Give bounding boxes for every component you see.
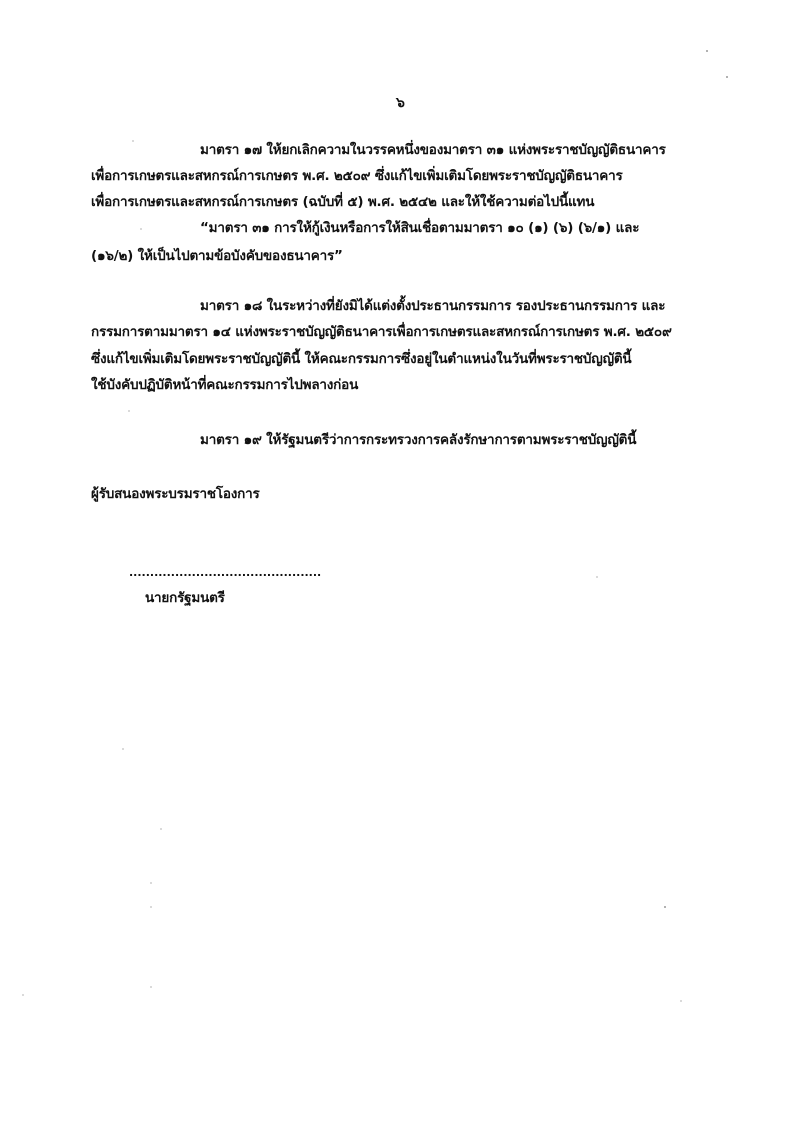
section-18-line-2: กรรมการตามมาตรา ๑๔ แห่งพระราชบัญญัติธนาคารเพื่อการเกษตรและสหกรณ์การเกษตร พ.ศ. ๒๕๐๙: [91, 324, 672, 340]
scan-speck: [726, 76, 728, 78]
scan-speck: [664, 906, 666, 908]
section-17-quote-line-2: (๑๖/๒) ให้เป็นไปตามข้อบังคับของธนาคาร”: [91, 248, 343, 264]
section-18-line-4: ใช้บังคับปฏิบัติหน้าที่คณะกรรมการไปพลางก่อน: [91, 377, 359, 393]
section-18-line-3: ซึ่งแก้ไขเพิ่มเติมโดยพระราชบัญญัตินี้ ให้คณะกรรมการซึ่งอยู่ในตำแหน่งในวันที่พระราชบัญญัตินี้: [91, 351, 632, 367]
royal-countersign: ผู้รับสนองพระบรมราชโองการ: [91, 486, 260, 502]
scan-speck: [706, 50, 708, 52]
scan-speck: [22, 994, 24, 996]
scan-speck: [160, 828, 162, 830]
scan-speck: [132, 140, 134, 142]
scan-speck: [680, 1000, 682, 1002]
scan-speck: [150, 986, 152, 988]
scan-speck: [150, 906, 152, 908]
scan-speck: [140, 228, 142, 230]
section-17-line-1: มาตรา ๑๗ ให้ยกเลิกความในวรรคหนึ่งของมาตรา ๓๑ แห่งพระราชบัญญัติธนาคาร: [200, 142, 666, 158]
section-19-text: มาตรา ๑๙ ให้รัฐมนตรีว่าการกระทรวงการคลังรักษาการตามพระราชบัญญัตินี้: [200, 432, 637, 448]
scan-speck: [122, 748, 124, 750]
section-17-line-3: เพื่อการเกษตรและสหกรณ์การเกษตร (ฉบับที่ ๕) พ.ศ. ๒๕๔๒ และให้ใช้ความต่อไปนี้แทน: [91, 194, 595, 210]
page-number: ๖: [396, 95, 405, 111]
section-17-line-2: เพื่อการเกษตรและสหกรณ์การเกษตร พ.ศ. ๒๕๐๙ ซึ่งแก้ไขเพิ่มเติมโดยพระราชบัญญัติธนาคาร: [91, 168, 623, 184]
section-17-quote-line-1: “มาตรา ๓๑ การให้กู้เงินหรือการให้สินเชื่อตามมาตรา ๑๐ (๑) (๖) (๖/๑) และ: [200, 220, 640, 236]
signature-dotted-line: ..............................................: [129, 566, 322, 579]
section-18-line-1: มาตรา ๑๘ ในระหว่างที่ยังมิได้แต่งตั้งประธานกรรมการ รองประธานกรรมการ และ: [200, 298, 666, 314]
scan-speck: [596, 576, 598, 578]
signatory-title: นายกรัฐมนตรี: [145, 590, 225, 606]
scan-speck: [150, 882, 152, 884]
scan-speck: [128, 410, 130, 412]
